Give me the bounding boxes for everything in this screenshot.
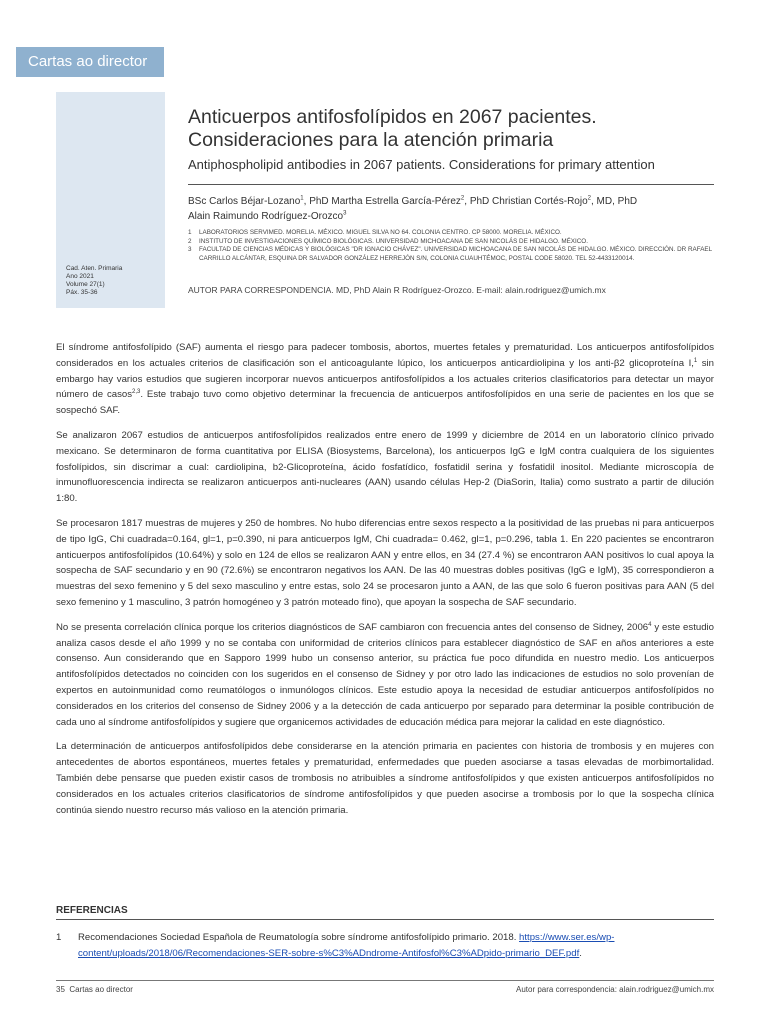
article-subtitle: Antiphospholipid antibodies in 2067 patients. Considerations for primary attention [188, 157, 655, 172]
affiliation-number: 3 [188, 246, 192, 254]
section-tab: Cartas ao director [16, 47, 164, 77]
text-run: y este estudio analiza casos desde el año 1999 y no se contaba con uniformidad de criterios clínicos para establecer diagnóstico de SAF en años anteriores a este consenso. Aun considerando que en Sapporo 1999 hubo un consenso anterior, su práctica fue poco difundida en nuestro medio. Los anticuerpos antifosfolípidos detectados no coinciden con los sugeridos en el consenso de Sidney y por otro lado las indicaciones de estudios no solo provenían de expertos en autoinmunidad como reumatólogos o inmunólogos clínicos. Este estudio apoya la necesidad de estudiar anticuerpos antifosfolípidos no considerados en los criterios del consenso de Sidney 2006 y a la detección de cada anticuerpo por separado para determinar la posible contribución de cada uno al síndrome antifosfolípidos y sugiere que organicemos actividades de educación médica para mejorar la calidad en este diagnóstico. [56, 621, 714, 728]
author-4-affil: 3 [343, 210, 347, 217]
body-paragraph-2: Se analizaron 2067 estudios de anticuerpos antifosfolípidos realizados entre enero de 1999 y diciembre de 2014 en un laboratorio clínico privado mexicano. Se determinaron de forma cuantitativa por ELISA (Biosystems, Barcelona), los anticuerpos IgG e IgM contra cualquiera de los siguientes fosfolípidos, sin discrimar a cual: cardiolipina, b2-Glicoproteína, ácido fosfatídico, fosfatidil serina y fosfatidil inositol. Mediante microscopía de inmunofluorescencia indirecta se realizaron anticuerpos anti-nucleares (AAN) usando células Hep-2 (DiaSorin, Italia) como sustrato a partir de dilución 1:80. [56, 429, 714, 505]
author-1-affil: 1 [300, 195, 304, 202]
author-sep-3: , MD, PhD [590, 196, 638, 207]
references-heading: REFERENCIAS [56, 905, 128, 916]
reference-item [56, 930, 714, 962]
reference-end: . [579, 948, 582, 959]
affiliation-text: INSTITUTO DE INVESTIGACIONES QUÍMICO BIOLÓGICAS. UNIVERSIDAD MICHOACANA DE SAN NICOLÁS DE HIDALGO. MÉXICO. [199, 237, 588, 245]
body-paragraph-5: La determinación de anticuerpos antifosfolípidos debe considerarse en la atención primaria en pacientes con historia de trombosis y en mujeres con antecedentes de abortos espontáneos, muertes fetales y prematuridad, enfermedades que pueden asociarse a tasas elevadas de morbimortalidad. También debe pensarse que pueden existir casos de trombosis no atribuibles a síndrome antifosfolípidos y que existen anticuerpos antifosfolípidos no considerados en los actuales criterios clasificatorios de síndrome antifosfolípidos y que pueden asocirse a trombosis por lo que la sospecha clínica continúa siendo nuestro recurso más valioso en la atención primaria. [56, 741, 714, 816]
title-divider [188, 184, 714, 185]
footer-correspondence: Autor para correspondencia: alain.rodriguez@umich.mx [516, 985, 714, 994]
footer-divider [56, 980, 714, 981]
journal-volume: Volume 27(1) [66, 281, 105, 288]
citation: 4 [648, 621, 652, 628]
affiliation-text: FACULTAD DE CIENCIAS MÉDICAS Y BIOLÓGICAS "DR IGNACIO CHÁVEZ". UNIVERSIDAD MICHOACANA DE SAN NICOLÁS DE HIDALGO. MÉXICO. DIRECCIÓN. DR RAFAEL CARRILLO ALCÁNTAR, ESQUINA DR SALVADOR GONZÁLEZ HERREJÓN S/N, COLONIA CUAUHTÉMOC, POSTAL CODE 58020. TEL 52-4433120014. [199, 246, 712, 262]
text-run: No se presenta correlación clínica porque los criterios diagnósticos de SAF cambiaron con frecuencia antes del consenso de Sidney, 2006 [56, 621, 649, 633]
affiliation-3 [188, 246, 718, 263]
references-divider [56, 919, 714, 920]
text-run: El síndrome antifosfolípido (SAF) aumenta el riesgo para padecer tombosis, abortos, muertes fetales y prematuridad. Los anticuerpos antifosfolípidos considerados en los actuales criterios de clasificación son el anticoagulante lúpico, los anticuerpos anticardiolipina y los anti-β2 glicoproteína I, [56, 342, 714, 369]
affiliation-1 [188, 229, 718, 238]
author-2-affil: 2 [460, 195, 465, 202]
citation: 2,3 [132, 389, 141, 396]
text-run: . Este trabajo tuvo como objetivo determinar la frecuencia de anticuerpos antifosfolípidos en una serie de pacientes en los que se sospechó SAF. [56, 389, 715, 417]
title-line-2: Consideraciones para la atención primaria [188, 129, 554, 151]
reference-link[interactable]: https://www.ser.es/wp-content/uploads/2018/06/Recomendaciones-SER-sobre-s%C3%ADndrome-Antifosfol%C3%ADpido-primario_DEF.pdf [78, 932, 615, 959]
author-3: PhD Christian Cortés-Rojo [469, 196, 588, 207]
reference-citation: Recomendaciones Sociedad Española de Reumatología sobre síndrome antifosfolípido primario. 2018. [78, 932, 520, 943]
journal-name: Cad. Aten. Primaria [66, 265, 123, 272]
author-4: Alain Raimundo Rodríguez-Orozco [188, 211, 344, 222]
footer-left [56, 985, 133, 994]
correspondence: AUTOR PARA CORRESPONDENCIA. MD, PhD Alain R Rodríguez-Orozco. E-mail: alain.rodriguez@umich.mx [188, 285, 606, 295]
body-paragraph-3: Se procesaron 1817 muestras de mujeres y 250 de hombres. No hubo diferencias entre sexos respecto a la positividad de las pruebas ni para anticuerpos de tipo IgG, Chi cuadrada=0.164, gl=1, p=0.390, ni para anticuerpos IgM, Chi cuadrada= 0.462, gl=1, p=0.296, tabla 1. En 220 pacientes se encontraron anticuerpos antifosfolípidos (10.64%) y solo en 124 de ellos se realizaron AAN y entre ellos, en 34 (27.4 %) se encontraron AAN positivos lo cual apoya la sospecha de SAF secundario y en 90 (72.6%) se encontraron negativos los AAN. De las 40 muestras dobles positivas (IgG e IgM), 35 correspondieron a muestras del sexo femenino y 5 del sexo masculino y entre estas, solo 24 se procesaron junto a AAN, de las que solo 6 fueron positivas para AAN (5 del sexo femenino y 1 masculino, 3 patrón homogéneo y 3 patrón moteado fino), que apoyan la sospecha de SAF secundario. [56, 517, 714, 608]
author-sep-1: , [303, 196, 310, 207]
journal-year: Ano 2021 [66, 273, 94, 280]
footer-section: Cartas ao director [69, 985, 133, 994]
reference-number: 1 [56, 932, 62, 943]
page-number: 35 [56, 985, 65, 994]
title-line-1: Anticuerpos antifosfolípidos en 2067 pacientes. [188, 106, 597, 128]
author-2: PhD Martha Estrella García-Pérez [309, 196, 461, 207]
author-1: BSc Carlos Béjar-Lozano [188, 196, 301, 207]
author-sep-2: , [464, 196, 470, 207]
body-paragraph-4 [56, 620, 714, 731]
author-list [188, 194, 718, 224]
affiliation-number: 2 [188, 237, 192, 245]
text-run: sin embargo hay varios estudios que sugieren incorporar nuevos anticuerpos antifosfolípidos a los actuales criterios clasificatorios para detectar un mayor número de casos [56, 357, 714, 401]
article-title [188, 106, 728, 152]
journal-pages: Páx. 35-36 [66, 289, 98, 296]
author-3-affil: 2 [587, 195, 591, 202]
reference-text [78, 930, 714, 962]
affiliation-text: LABORATORIOS SERVIMED. MORELIA. MÉXICO. MIGUEL SILVA NO 64. COLONIA CENTRO. CP 58000. MORELIA. MÉXICO. [199, 229, 562, 236]
article-body [56, 340, 714, 827]
journal-meta [66, 265, 161, 297]
affiliation-number: 1 [188, 229, 192, 236]
citation: 1 [693, 357, 698, 364]
affiliations [188, 229, 718, 263]
affiliation-2 [188, 238, 718, 247]
body-paragraph-1 [56, 340, 714, 419]
